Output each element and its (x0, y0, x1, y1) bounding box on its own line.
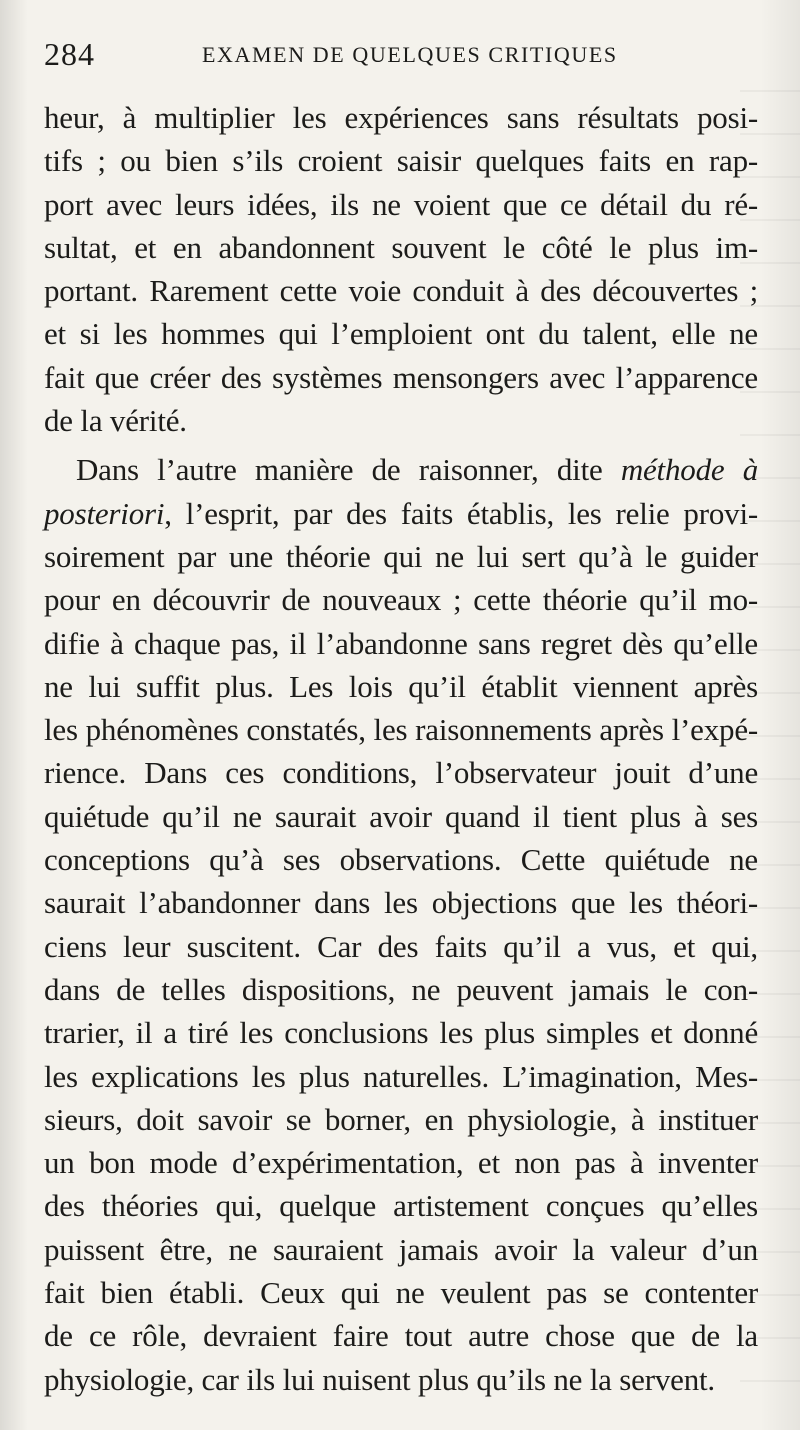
paragraph-1 (44, 96, 758, 442)
text-line: trarier, il a tiré les conclusions les plus simples et donné (44, 1015, 758, 1051)
text-line: port avec leurs idées, ils ne voient que ce détail du ré- (44, 186, 758, 222)
text-line: ciens leur suscitent. Car des faits qu’il a vus, et qui, (44, 928, 758, 964)
text-line: des théories qui, quelque artistement conçues qu’elles (44, 1188, 758, 1224)
text-line: les explications les plus naturelles. L’imagination, Mes- (44, 1058, 758, 1094)
text-line: les phénomènes constatés, les raisonnements après l’expé- (44, 712, 758, 748)
text-line: quiétude qu’il ne saurait avoir quand il tient plus à ses (44, 798, 758, 834)
running-title: EXAMEN DE QUELQUES CRITIQUES (202, 42, 618, 67)
body-text (44, 96, 758, 1401)
text-line: conceptions qu’à ses observations. Cette quiétude ne (44, 842, 758, 878)
text-line: ne lui suffit plus. Les lois qu’il établit viennent après (44, 668, 758, 704)
text-line: dans de telles dispositions, ne peuvent jamais le con- (44, 971, 758, 1007)
text-line: sultat, et en abandonnent souvent le côté le plus im- (44, 229, 758, 265)
text-line: heur, à multiplier les expériences sans résultats posi- (44, 100, 758, 135)
italic-phrase: méthode à (620, 452, 758, 488)
text-line: soirement par une théorie qui ne lui sert qu’à le guider (44, 538, 758, 574)
text-line: de la vérité. (44, 403, 187, 439)
text-line: tifs ; ou bien s’ils croient saisir quelques faits en rap- (44, 143, 758, 179)
text-line: sieurs, doit savoir se borner, en physiologie, à instituer (44, 1101, 758, 1137)
text-line: difie à chaque pas, il l’abandonne sans regret dès qu’elle (44, 625, 758, 661)
text-line: de ce rôle, devraient faire tout autre chose que de la (44, 1318, 758, 1354)
text-line: pour en découvrir de nouveaux ; cette théorie qu’il mo- (44, 582, 758, 618)
text-line: puissent être, ne sauraient jamais avoir la valeur d’un (44, 1231, 758, 1267)
text-line: et si les hommes qui l’emploient ont du talent, elle ne (44, 316, 758, 352)
text-line (44, 448, 758, 491)
text-line: physiologie, car ils lui nuisent plus qu’ils ne la servent. (44, 1361, 715, 1397)
text-segment: Dans l’autre manière de raisonner, dite (76, 452, 621, 488)
page-number: 284 (44, 36, 95, 72)
italic-phrase: posteriori (44, 495, 165, 531)
text-line: fait bien établi. Ceux qui ne veulent pas se contenter (44, 1275, 758, 1311)
text-line: un bon mode d’expérimentation, et non pas à inventer (44, 1145, 758, 1181)
paragraph-2 (44, 448, 758, 1401)
page-header (44, 30, 760, 80)
text-line (44, 492, 758, 535)
text-line: rience. Dans ces conditions, l’observateur jouit d’une (44, 755, 758, 791)
text-segment: , l’esprit, par des faits établis, les relie provi- (164, 495, 758, 531)
text-line: portant. Rarement cette voie conduit à des découvertes ; (44, 273, 758, 309)
text-line: fait que créer des systèmes mensongers avec l’apparence (44, 359, 758, 395)
text-line: saurait l’abandonner dans les objections que les théori- (44, 885, 758, 921)
